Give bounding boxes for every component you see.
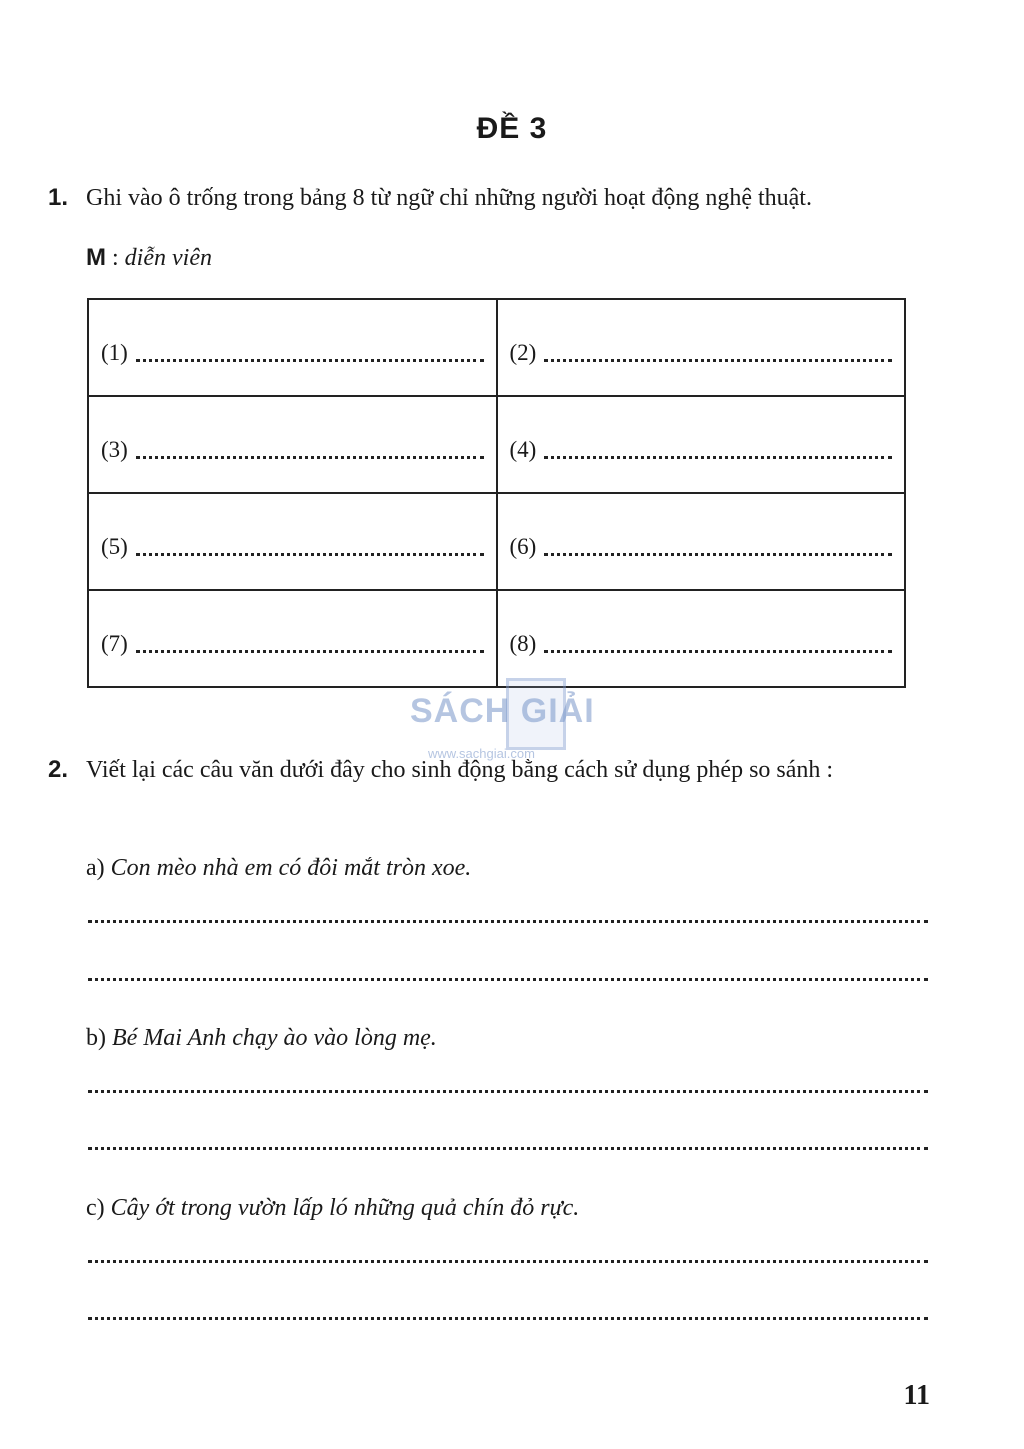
answer-cell-7[interactable] — [88, 590, 497, 687]
answer-line-a2[interactable] — [88, 978, 928, 981]
dotted-blank — [544, 634, 892, 653]
example-label: M — [86, 244, 106, 271]
answer-cell-8[interactable] — [497, 590, 906, 687]
answer-line-c2[interactable] — [88, 1317, 928, 1320]
question-1 — [48, 178, 948, 218]
answer-line-b2[interactable] — [88, 1147, 928, 1150]
dotted-blank — [136, 343, 484, 362]
question-1-text: Ghi vào ô trống trong bảng 8 từ ngữ chỉ những người hoạt động nghệ thuật. — [86, 185, 812, 211]
dotted-blank — [544, 440, 892, 459]
answer-line-c1[interactable] — [88, 1260, 928, 1263]
item-b-label: b) — [86, 1025, 106, 1051]
watermark — [410, 676, 620, 761]
page-number: 11 — [903, 1380, 930, 1411]
example-value: diễn viên — [124, 245, 212, 271]
dotted-blank — [544, 343, 892, 362]
answer-cell-4[interactable] — [497, 396, 906, 493]
answer-cell-5[interactable] — [88, 493, 497, 590]
answer-cell-3[interactable] — [88, 396, 497, 493]
answer-cell-6[interactable] — [497, 493, 906, 590]
watermark-text: SÁCH GIẢI — [410, 692, 595, 730]
table-row — [88, 396, 905, 493]
table-row — [88, 299, 905, 396]
item-c-sentence: Cây ớt trong vườn lấp ló những quả chín đỏ rực. — [110, 1195, 580, 1221]
item-a-label: a) — [86, 855, 105, 881]
watermark-url: www.sachgiai.com — [428, 746, 535, 761]
dotted-blank — [136, 537, 484, 556]
cell-number: (7) — [101, 630, 128, 656]
cell-number: (3) — [101, 436, 128, 462]
example-line — [86, 238, 212, 278]
answer-table — [87, 298, 906, 688]
question-1-number: 1. — [48, 184, 69, 211]
answer-cell-2[interactable] — [497, 299, 906, 396]
item-b-sentence: Bé Mai Anh chạy ào vào lòng mẹ. — [112, 1025, 437, 1051]
dotted-blank — [136, 634, 484, 653]
cell-number: (4) — [509, 436, 537, 462]
dotted-blank — [136, 440, 484, 459]
table-row — [88, 590, 905, 687]
watermark-logo-box — [506, 678, 566, 750]
item-c — [86, 1188, 579, 1228]
cell-number: (6) — [509, 533, 537, 559]
item-c-label: c) — [86, 1195, 105, 1221]
page-title: ĐỀ 3 — [476, 112, 548, 145]
item-b — [86, 1018, 437, 1058]
cell-number: (1) — [101, 339, 128, 365]
cell-number: (5) — [101, 533, 128, 559]
question-2-text: Viết lại các câu văn dưới đây cho sinh động bằng cách sử dụng phép so sánh : — [86, 757, 834, 783]
answer-line-a1[interactable] — [88, 920, 928, 923]
item-a-sentence: Con mèo nhà em có đôi mắt tròn xoe. — [110, 855, 472, 881]
example-separator: : — [106, 245, 125, 271]
question-2-number: 2. — [48, 756, 69, 783]
item-a — [86, 848, 471, 888]
question-2 — [48, 750, 938, 840]
table-row — [88, 493, 905, 590]
cell-number: (2) — [509, 339, 537, 365]
cell-number: (8) — [509, 630, 537, 656]
dotted-blank — [544, 537, 892, 556]
answer-line-b1[interactable] — [88, 1090, 928, 1093]
answer-cell-1[interactable] — [88, 299, 497, 396]
